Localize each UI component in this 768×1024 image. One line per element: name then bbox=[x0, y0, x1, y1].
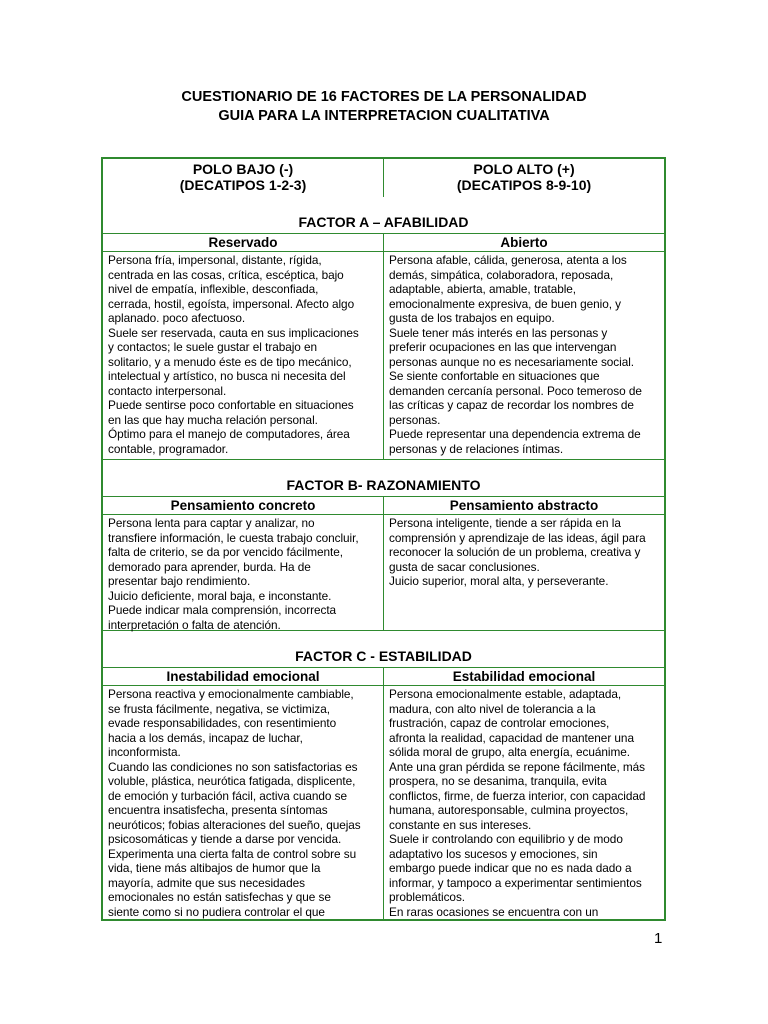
high-pole-label: Estabilidad emocional bbox=[452, 669, 596, 684]
description-line: frustración, capaz de controlar emociones, bbox=[389, 716, 610, 730]
description-line: presentar bajo rendimiento. bbox=[108, 574, 251, 588]
high-pole-description bbox=[384, 515, 664, 630]
description-line: evade responsabilidades, con resentimiento bbox=[108, 716, 337, 730]
description-line: mayoría, admite que sus necesidades bbox=[108, 875, 305, 890]
description-line: nivel de empatía, inflexible, desconfiada, bbox=[108, 282, 319, 296]
factor-title-row bbox=[103, 630, 664, 667]
factor-title: FACTOR C - ESTABILIDAD bbox=[295, 648, 472, 664]
description-line: Suele ser reservada, cauta en sus implicaciones bbox=[108, 325, 359, 340]
description-line: Juicio deficiente, moral baja, e inconstante. bbox=[108, 588, 332, 603]
description-line: se frusta fácilmente, negativa, se victimiza, bbox=[108, 701, 330, 716]
low-pole-description bbox=[103, 252, 384, 459]
description-line: Suele ir controlando con equilibrio y de modo bbox=[389, 832, 623, 846]
description-line: solitario, y a menudo éste es de tipo mecánico, bbox=[108, 354, 352, 369]
description-line: reconocer la solución de un problema, creativa y bbox=[389, 545, 641, 559]
description-line: humana, autoresponsable, culmina proyectos, bbox=[389, 803, 629, 817]
factor-title-row bbox=[103, 459, 664, 496]
factor-description-row bbox=[103, 251, 664, 459]
low-pole-header: POLO BAJO (-) (DECATIPOS 1-2-3) bbox=[103, 159, 384, 197]
description-line: demorado para aprender, burda. Ha de bbox=[108, 559, 311, 574]
description-line: emocionalmente expresiva, de buen genio, y bbox=[389, 296, 622, 311]
description-line: Cuando las condiciones no son satisfactorias es bbox=[108, 759, 358, 774]
interpretation-table bbox=[101, 157, 666, 921]
description-line: gusta de los trabajos en equipo. bbox=[389, 311, 555, 325]
factor-title: FACTOR B- RAZONAMIENTO bbox=[286, 477, 481, 493]
low-pole-label: Reservado bbox=[103, 234, 384, 251]
description-line: prospera, no se desanima, tranquila, evita bbox=[389, 774, 607, 788]
page-number: 1 bbox=[654, 930, 663, 947]
description-line: transfiere información, le cuesta trabajo concluir, bbox=[108, 530, 359, 545]
description-line: cerrada, hostil, egoísta, impersonal. Afecto algo bbox=[108, 296, 355, 311]
high-pole-label: Pensamiento abstracto bbox=[449, 498, 599, 513]
low-pole-label: Inestabilidad emocional bbox=[103, 668, 384, 685]
factor-description-row bbox=[103, 685, 664, 919]
description-line: inconformista. bbox=[108, 745, 181, 759]
description-line: Óptimo para el manejo de computadores, área bbox=[108, 427, 350, 441]
description-line: embargo puede indicar que no es nada dado a bbox=[389, 861, 632, 875]
description-line: voluble, plástica, neurótica fatigada, displicente, bbox=[108, 774, 356, 788]
description-line: las críticas y capaz de recordar los nombres de bbox=[389, 398, 634, 412]
description-line: aplanado. poco afectuoso. bbox=[108, 311, 246, 325]
description-line: psicosomáticas y tiende a darse por vencida. bbox=[108, 832, 342, 846]
description-line: Persona lenta para captar y analizar, no bbox=[108, 516, 315, 530]
table-header-row bbox=[103, 159, 664, 197]
description-line: contable, programador. bbox=[108, 441, 229, 456]
description-line: demanden cercanía personal. Poco temeroso de bbox=[389, 383, 642, 398]
factor-title-row bbox=[103, 197, 664, 233]
low-pole-description bbox=[103, 686, 384, 919]
description-line: neuróticos; fobias alteraciones del sueño, quejas bbox=[108, 817, 361, 832]
factor-pole-labels-row bbox=[103, 233, 664, 251]
description-line: encuentra insatisfecha, presenta síntomas bbox=[108, 803, 328, 817]
description-line: personas y de relaciones íntimas. bbox=[389, 441, 564, 456]
document-title bbox=[0, 88, 768, 126]
factor-pole-labels-row bbox=[103, 496, 664, 514]
description-line: emocionales no están satisfechas y que se bbox=[108, 890, 331, 904]
description-line: sólida moral de grupo, alta energía, ecuánime. bbox=[389, 745, 630, 759]
description-line: Juicio superior, moral alta, y perseverante. bbox=[389, 574, 609, 588]
description-line: intelectual y artístico, no busca ni necesita del bbox=[108, 369, 346, 383]
description-line: interpretación o falta de atención. bbox=[108, 617, 281, 632]
description-line: siente como si no pudiera controlar el que bbox=[108, 904, 325, 919]
description-line: en las que hay mucha relación personal. bbox=[108, 412, 318, 427]
description-line: Se siente confortable en situaciones que bbox=[389, 369, 600, 383]
low-pole-label: Pensamiento concreto bbox=[103, 497, 384, 514]
high-pole-description bbox=[384, 686, 664, 919]
description-line: Puede sentirse poco confortable en situaciones bbox=[108, 398, 354, 412]
description-line: En raras ocasiones se encuentra con un bbox=[389, 904, 599, 919]
high-pole-header: POLO ALTO (+) (DECATIPOS 8-9-10) bbox=[456, 161, 592, 193]
description-line: falta de criterio, se da por vencido fácilmente, bbox=[108, 545, 343, 559]
description-line: Puede representar una dependencia extrema de bbox=[389, 427, 641, 441]
description-line: Experimenta una cierta falta de control sobre su bbox=[108, 846, 357, 861]
description-line: afronta la realidad, capacidad de mantener una bbox=[389, 730, 634, 745]
description-line: Ante una gran pérdida se repone fácilmente, más bbox=[389, 759, 646, 774]
description-line: hacia a los demás, incapaz de luchar, bbox=[108, 730, 303, 745]
description-line: madura, con alto nivel de tolerancia a la bbox=[389, 701, 596, 716]
description-line: demás, simpática, colaboradora, reposada, bbox=[389, 267, 614, 282]
description-line: personas. bbox=[389, 412, 441, 427]
title-line-2: GUIA PARA LA INTERPRETACION CUALITATIVA bbox=[218, 108, 550, 124]
title-line-1: CUESTIONARIO DE 16 FACTORES DE LA PERSONALIDAD bbox=[181, 89, 587, 105]
description-line: conflictos, firme, de fuerza interior, con capacidad bbox=[389, 788, 646, 803]
description-line: de emoción y turbación fácil, activa cuando se bbox=[108, 788, 348, 803]
description-line: centrada en las cosas, crítica, escéptica, bajo bbox=[108, 267, 344, 282]
description-line: personas aunque no es necesariamente social. bbox=[389, 354, 635, 369]
description-line: Suele tener más interés en las personas y bbox=[389, 325, 608, 340]
description-line: comprensión y aprendizaje de las ideas, ágil para bbox=[389, 530, 646, 545]
factor-title: FACTOR A – AFABILIDAD bbox=[298, 214, 469, 230]
description-line: Persona afable, cálida, generosa, atenta a los bbox=[389, 253, 627, 267]
high-pole-description bbox=[384, 252, 664, 459]
description-line: Persona fría, impersonal, distante, rígida, bbox=[108, 253, 322, 267]
factor-pole-labels-row bbox=[103, 667, 664, 685]
low-pole-description bbox=[103, 515, 384, 630]
description-line: Persona reactiva y emocionalmente cambiable, bbox=[108, 687, 354, 701]
description-line: problemáticos. bbox=[389, 890, 466, 904]
description-line: adaptable, abierta, amable, tratable, bbox=[389, 282, 577, 296]
description-line: constante en sus intereses. bbox=[389, 817, 532, 832]
description-line: gusta de sacar conclusiones. bbox=[389, 559, 540, 574]
factor-description-row bbox=[103, 514, 664, 630]
description-line: Persona inteligente, tiende a ser rápida en la bbox=[389, 516, 621, 530]
high-pole-label: Abierto bbox=[500, 235, 548, 250]
description-line: preferir ocupaciones en las que intervengan bbox=[389, 340, 617, 354]
factor-sections bbox=[103, 197, 664, 919]
description-line: informar, y tampoco a experimentar sentimientos bbox=[389, 875, 642, 890]
description-line: adaptativo los sucesos y emociones, sin bbox=[389, 846, 598, 861]
description-line: y contactos; le suele gustar el trabajo en bbox=[108, 340, 318, 354]
description-line: contacto interpersonal. bbox=[108, 383, 227, 398]
description-line: vida, tiene más altibajos de humor que la bbox=[108, 861, 321, 875]
description-line: Puede indicar mala comprensión, incorrecta bbox=[108, 603, 337, 617]
description-line: Persona emocionalmente estable, adaptada, bbox=[389, 687, 622, 701]
